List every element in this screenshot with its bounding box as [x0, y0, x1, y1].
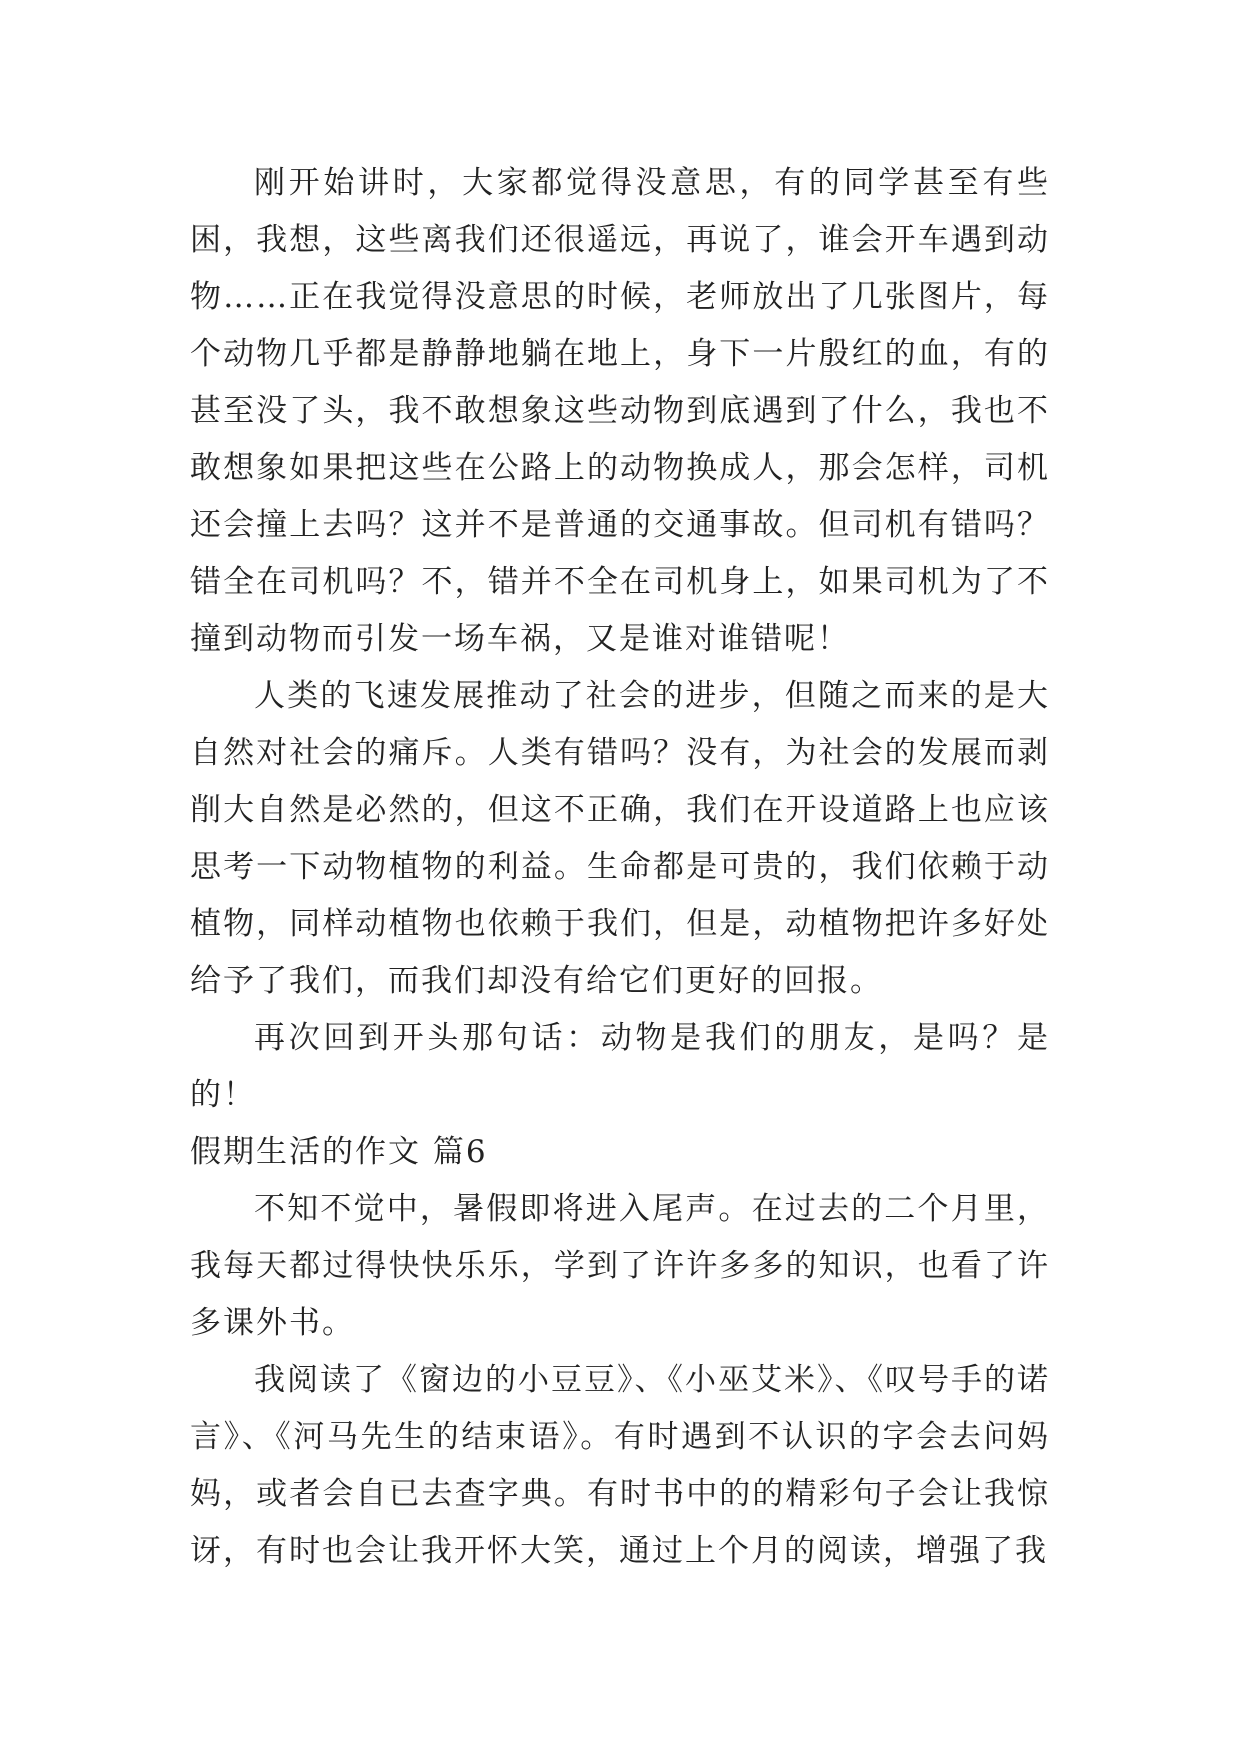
paragraph: 刚开始讲时，大家都觉得没意思，有的同学甚至有些困，我想，这些离我们还很遥远，再说了，谁会开车遇到动物……正在我觉得没意思的时候，老师放出了几张图片，每个动物几乎都是静静地躺在地上，身下一片殷红的血，有的甚至没了头，我不敢想象这些动物到底遇到了什么，我也不敢想象如果把这些在公路上的动物换成人，那会怎样，司机还会撞上去吗？这并不是普通的交通事故。但司机有错吗？错全在司机吗？不，错并不全在司机身上，如果司机为了不撞到动物而引发一场车祸，又是谁对谁错呢！ [190, 165, 1050, 657]
paragraph: 再次回到开头那句话：动物是我们的朋友，是吗？是的！ [190, 1020, 1050, 1113]
paragraph: 人类的飞速发展推动了社会的进步，但随之而来的是大自然对社会的痛斥。人类有错吗？没有，为社会的发展而剥削大自然是必然的，但这不正确，我们在开设道路上也应该思考一下动物植物的利益。生命都是可贵的，我们依赖于动植物，同样动植物也依赖于我们，但是，动植物把许多好处给予了我们，而我们却没有给它们更好的回报。 [190, 678, 1050, 999]
paragraph: 不知不觉中，暑假即将进入尾声。在过去的二个月里，我每天都过得快快乐乐，学到了许许多多的知识，也看了许多课外书。 [190, 1191, 1050, 1341]
document-body [190, 155, 1050, 1580]
paragraph: 我阅读了《窗边的小豆豆》、《小巫艾米》、《叹号手的诺言》、《河马先生的结束语》。有时遇到不认识的字会去问妈妈，或者会自已去查字典。有时书中的的精彩句子会让我惊讶，有时也会让我开怀大笑，通过上个月的阅读，增强了我 [190, 1362, 1050, 1569]
section-heading: 假期生活的作文 篇6 [190, 1134, 488, 1170]
